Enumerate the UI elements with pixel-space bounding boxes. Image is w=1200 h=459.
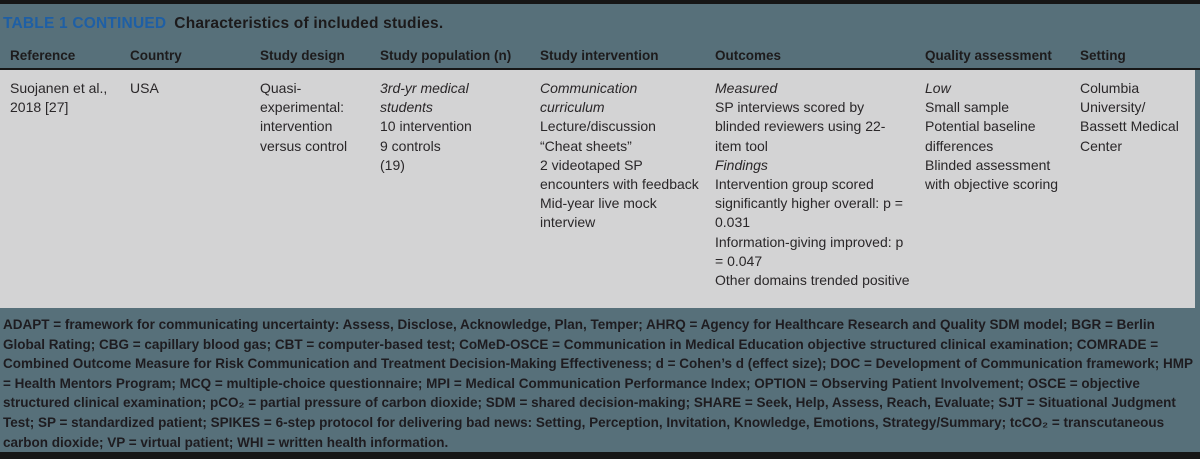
header-study-intervention: Study intervention (540, 48, 659, 63)
cell-setting (1080, 79, 1195, 156)
cell-reference (10, 79, 130, 117)
abbreviations-footnote: ADAPT = framework for communicating uncertainty: Assess, Disclose, Acknowledge, Plan, Temper; AHRQ = Agency for Healthcare Research and Quality SDM model; BGR = Berlin Global Rating; CBG = capillary blood gas; CBT = computer-based test; CoMeD-OSCE = Communication in Medical Education objective structured clinical examination; COMRADE = Combined Outcome Measure for Risk Communication and Treatment Decision-Making Effectiveness; d = Cohen’s d (effect size); DOC = Development of Communication framework; HMP = Health Mentors Program; MCQ = multiple-choice questionnaire; MPI = Medical Communication Performance Index; OPTION = Observing Patient Involvement; OSCE = objective structured clinical examination; pCO₂ = partial pressure of carbon dioxide; SDM = shared decision-making; SHARE = Seek, Help, Assess, Reach, Evaluate; SJT = Situational Judgment Test; SP = standardized patient; SPIKES = 6-step protocol for delivering bad news: Setting, Perception, Invitation, Knowledge, Emotions, Strategy/Summary; tcCO₂ = transcutaneous carbon dioxide; VP = virtual patient; WHI = written health information. (3, 317, 1193, 450)
header-country: Country (130, 48, 182, 63)
table-number-label: TABLE 1 CONTINUED (3, 15, 167, 32)
cell-country (130, 79, 260, 98)
cell-line: Other domains trended positive (715, 272, 910, 289)
cell-line: Measured (715, 80, 778, 96)
table-body-row (0, 70, 1195, 308)
cell-line: (19) (380, 156, 405, 173)
header-study-population: Study population (n) (380, 48, 512, 63)
header-reference: Reference (10, 48, 76, 63)
cell-line: Findings (715, 156, 768, 173)
cell-line: “Cheat sheets” (540, 137, 632, 154)
cell-study-design (260, 79, 380, 156)
cell-study-population (380, 79, 540, 175)
cell-line: Potential baseline differences (925, 118, 1036, 154)
cell-line: Quasi-experimental: intervention versus control (260, 80, 348, 154)
table-header-row (0, 44, 1200, 68)
cell-study-intervention (540, 79, 715, 233)
cell-line: Columbia University/ (1080, 80, 1146, 116)
cell-line: Information-giving improved: p = 0.047 (715, 233, 904, 269)
cell-outcomes (715, 79, 925, 290)
cell-line: Blinded assessment with objective scoring (925, 156, 1059, 193)
cell-line: Low (925, 80, 951, 96)
cell-line: Bassett Medical Center (1080, 118, 1179, 154)
header-setting: Setting (1080, 48, 1126, 63)
header-outcomes: Outcomes (715, 48, 782, 63)
bottom-rule (0, 452, 1200, 459)
cell-line: Small sample (925, 99, 1010, 116)
cell-line: Mid-year live mock interview (540, 195, 657, 231)
cell-line: SP interviews scored by blinded reviewers using 22-item tool (715, 99, 886, 154)
header-study-design: Study design (260, 48, 345, 63)
table-caption: Characteristics of included studies. (174, 15, 444, 32)
cell-line: 3rd-yr medical students (380, 80, 469, 116)
cell-line: Communication curriculum (540, 80, 638, 116)
cell-quality-assessment (925, 79, 1080, 194)
cell-line: 9 controls (380, 137, 441, 154)
cell-line: USA (130, 80, 159, 96)
cell-line: 10 intervention (380, 118, 472, 135)
cell-line: Suojanen et al., 2018 [27] (10, 80, 108, 116)
table-title (0, 4, 1200, 44)
header-quality-assessment: Quality assessment (925, 48, 1052, 63)
cell-line: Lecture/discussion (540, 118, 656, 135)
cell-line: 2 videotaped SP encounters with feedback (540, 156, 699, 193)
cell-line: Intervention group scored significantly higher overall: p = 0.031 (715, 176, 903, 231)
